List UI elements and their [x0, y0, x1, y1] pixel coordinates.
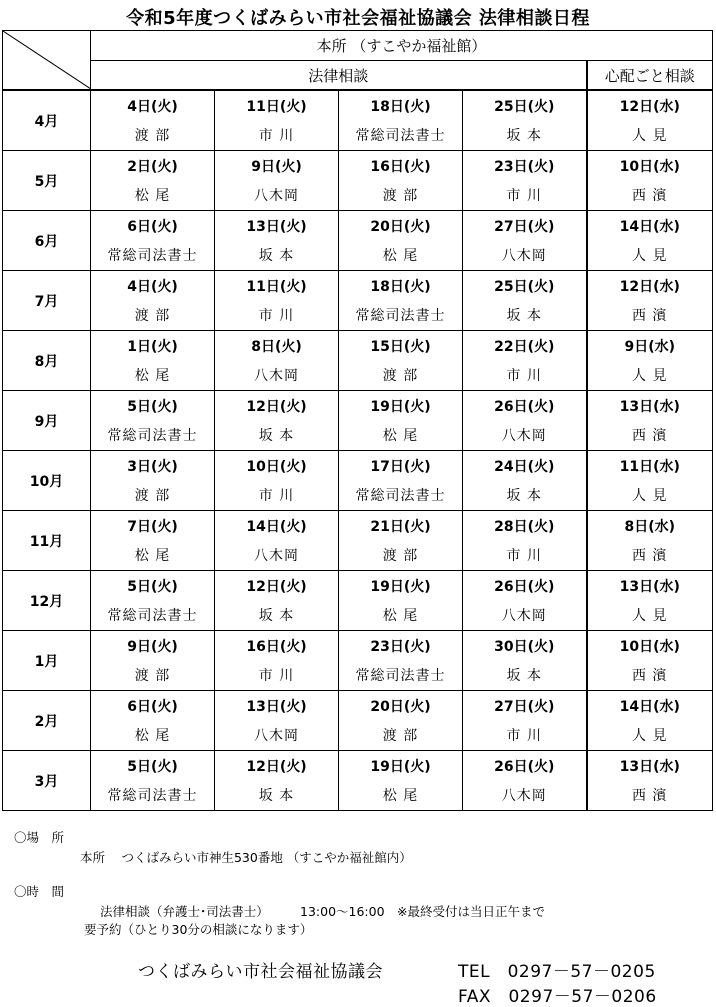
consultation-date: 26日(火): [494, 398, 555, 415]
legal-consultation-cell: [339, 331, 463, 391]
consultant-name: 常総司法書士: [107, 607, 198, 624]
worry-consultation-cell: [587, 211, 713, 271]
month-label: 6月: [3, 211, 91, 271]
legal-consultation-cell: [463, 751, 587, 811]
legal-consultation-cell: [339, 511, 463, 571]
consultant-name: 市 川: [258, 667, 295, 684]
legal-consultation-cell: [91, 691, 215, 751]
month-row: [3, 90, 713, 151]
legal-consultation-cell: [91, 751, 215, 811]
worry-consultation-cell: [587, 631, 713, 691]
worry-consultation-cell: [587, 331, 713, 391]
consultant-name: 人 見: [632, 247, 668, 264]
legal-consultation-cell: [463, 211, 587, 271]
consultant-name: 常総司法書士: [107, 247, 198, 264]
consultation-date: 23日(火): [494, 158, 555, 175]
legal-consultation-cell: [463, 451, 587, 511]
consultation-date: 21日(火): [370, 518, 431, 535]
consultation-date: 19日(火): [370, 398, 431, 415]
legal-consultation-cell: [91, 571, 215, 631]
consultant-name: 坂 本: [506, 307, 542, 324]
month-label: 2月: [3, 691, 91, 751]
worry-consultation-cell: [587, 451, 713, 511]
consultant-name: 坂 本: [258, 247, 295, 264]
consultation-date: 16日(火): [246, 638, 307, 655]
legal-consultation-cell: [215, 631, 339, 691]
legal-consultation-cell: [215, 211, 339, 271]
month-label: 4月: [3, 90, 91, 151]
legal-consultation-cell: [463, 391, 587, 451]
consultation-date: 19日(火): [370, 578, 431, 595]
consultant-name: 八木岡: [254, 727, 299, 744]
consultant-name: 松 尾: [134, 727, 171, 744]
consultation-date: 22日(火): [494, 338, 555, 355]
legal-consultation-cell: [91, 451, 215, 511]
footer-fax: FAX 0297－57－0206: [458, 987, 657, 1007]
consultant-name: 渡 部: [382, 727, 419, 744]
consultant-name: 常総司法書士: [107, 787, 198, 804]
consultation-date: 19日(火): [370, 758, 431, 775]
consultation-date: 12日(水): [619, 98, 680, 115]
consultant-name: 常総司法書士: [355, 487, 446, 504]
worry-consultation-cell: [587, 511, 713, 571]
consultant-name: 坂 本: [258, 607, 295, 624]
consultation-date: 3日(火): [127, 458, 178, 475]
legal-consultation-cell: [339, 211, 463, 271]
worry-consultation-cell: [587, 391, 713, 451]
consultation-date: 26日(火): [494, 758, 555, 775]
worry-consultation-cell: [587, 751, 713, 811]
consultant-name: 八木岡: [501, 787, 547, 804]
legal-consultation-cell: [91, 511, 215, 571]
month-row: [3, 511, 713, 571]
consultant-name: 八木岡: [501, 247, 547, 264]
consultant-name: 八木岡: [254, 187, 299, 204]
legal-consultation-cell: [91, 631, 215, 691]
consultation-date: 2日(火): [127, 158, 178, 175]
consultant-name: 松 尾: [134, 547, 171, 564]
legal-consultation-cell: [463, 331, 587, 391]
consultation-date: 4日(火): [127, 98, 178, 115]
consultant-name: 人 見: [632, 367, 668, 384]
consultant-name: 坂 本: [506, 127, 542, 144]
worry-consultation-cell: [587, 90, 713, 151]
consultant-name: 坂 本: [506, 487, 542, 504]
consultation-date: 4日(火): [127, 278, 178, 295]
footer-org: つくばみらい市社会福祉協議会: [138, 962, 383, 982]
legal-consultation-cell: [339, 151, 463, 211]
legal-consultation-cell: [339, 271, 463, 331]
consultant-name: 八木岡: [501, 427, 547, 444]
corner-cell: [3, 31, 91, 91]
consultation-date: 11日(水): [619, 458, 680, 475]
consultation-date: 13日(水): [619, 758, 680, 775]
consultant-name: 八木岡: [501, 607, 547, 624]
consultation-date: 7日(火): [127, 518, 178, 535]
consultation-date: 16日(火): [370, 158, 431, 175]
consultant-name: 坂 本: [258, 787, 295, 804]
legal-consultation-cell: [463, 511, 587, 571]
consultation-date: 8日(火): [251, 338, 302, 355]
consultant-name: 人 見: [632, 127, 668, 144]
worry-consultation-cell: [587, 151, 713, 211]
month-row: [3, 571, 713, 631]
consultation-date: 5日(火): [127, 578, 178, 595]
legal-consultation-cell: [463, 691, 587, 751]
consultant-name: 市 川: [258, 487, 295, 504]
legal-consultation-cell: [339, 90, 463, 151]
legal-consultation-cell: [215, 691, 339, 751]
consultant-name: 市 川: [506, 727, 542, 744]
legal-consultation-cell: [463, 151, 587, 211]
consultant-name: 市 川: [258, 307, 295, 324]
consultation-date: 6日(火): [127, 218, 178, 235]
month-row: [3, 391, 713, 451]
consultant-name: 西 濱: [632, 667, 668, 684]
legal-consultation-cell: [215, 90, 339, 151]
consultant-name: 松 尾: [382, 247, 419, 264]
legal-consultation-cell: [215, 391, 339, 451]
consultation-date: 13日(水): [619, 578, 680, 595]
legal-consultation-cell: [339, 631, 463, 691]
legal-consultation-cell: [339, 391, 463, 451]
consultation-date: 12日(水): [619, 278, 680, 295]
consultation-date: 13日(火): [246, 698, 307, 715]
consultation-date: 5日(火): [127, 758, 178, 775]
legal-consultation-header: 法律相談: [91, 61, 587, 91]
month-label: 9月: [3, 391, 91, 451]
legal-consultation-cell: [339, 751, 463, 811]
consultant-name: 渡 部: [134, 667, 171, 684]
month-label: 12月: [3, 571, 91, 631]
legal-consultation-cell: [463, 271, 587, 331]
month-label: 1月: [3, 631, 91, 691]
legal-consultation-cell: [91, 211, 215, 271]
consultant-name: 西 濱: [632, 787, 668, 804]
consultant-name: 人 見: [632, 607, 668, 624]
consultation-date: 13日(水): [619, 398, 680, 415]
consultation-date: 14日(水): [619, 698, 680, 715]
consultation-date: 11日(火): [246, 98, 307, 115]
legal-consultation-cell: [91, 271, 215, 331]
legal-consultation-cell: [215, 511, 339, 571]
consultant-name: 西 濱: [632, 547, 668, 564]
consultant-name: 松 尾: [382, 427, 419, 444]
consultant-name: 常総司法書士: [355, 307, 446, 324]
consultant-name: 松 尾: [382, 787, 419, 804]
month-row: [3, 331, 713, 391]
consultation-date: 18日(火): [370, 98, 431, 115]
time-heading: 〇時 間: [14, 884, 65, 899]
month-row: [3, 151, 713, 211]
legal-consultation-cell: [91, 391, 215, 451]
consultant-name: 西 濱: [632, 427, 668, 444]
consultation-date: 30日(火): [494, 638, 555, 655]
consultant-name: 市 川: [506, 367, 542, 384]
place-detail: 本所 つくばみらい市神生530番地 （すこやか福祉館内）: [80, 850, 412, 865]
consultation-date: 8日(水): [624, 518, 676, 535]
consultant-name: 松 尾: [382, 607, 419, 624]
legal-consultation-cell: [215, 451, 339, 511]
consultation-date: 12日(火): [246, 578, 307, 595]
consultant-name: 渡 部: [382, 367, 419, 384]
legal-consultation-cell: [215, 151, 339, 211]
page-title: 令和5年度つくばみらい市社会福祉協議会 法律相談日程: [126, 8, 590, 29]
venue-header: 本所 （すこやか福祉館）: [91, 31, 713, 61]
month-row: [3, 691, 713, 751]
month-label: 8月: [3, 331, 91, 391]
footer-tel: TEL 0297－57－0205: [458, 962, 656, 982]
consultant-name: 常総司法書士: [355, 127, 446, 144]
consultation-date: 14日(水): [619, 218, 680, 235]
consultation-date: 28日(火): [494, 518, 555, 535]
month-label: 10月: [3, 451, 91, 511]
consultant-name: 松 尾: [134, 187, 171, 204]
consultation-date: 26日(火): [494, 578, 555, 595]
consultant-name: 坂 本: [506, 667, 542, 684]
diagonal-line: [3, 31, 91, 89]
consultation-date: 20日(火): [370, 218, 431, 235]
legal-consultation-cell: [463, 571, 587, 631]
consultation-date: 27日(火): [494, 698, 555, 715]
consultation-date: 24日(火): [494, 458, 555, 475]
consultation-date: 10日(火): [246, 458, 307, 475]
legal-consultation-cell: [91, 331, 215, 391]
consultant-name: 坂 本: [258, 427, 295, 444]
consultant-name: 西 濱: [632, 187, 668, 204]
consultation-date: 14日(火): [246, 518, 307, 535]
legal-consultation-cell: [463, 631, 587, 691]
month-row: [3, 271, 713, 331]
worry-consultation-header: 心配ごと相談: [587, 61, 713, 91]
consultant-name: 渡 部: [134, 127, 171, 144]
consultant-name: 西 濱: [632, 307, 668, 324]
consultation-date: 9日(水): [624, 338, 676, 355]
consultant-name: 常総司法書士: [107, 427, 198, 444]
consultant-name: 渡 部: [382, 187, 419, 204]
legal-consultation-cell: [339, 451, 463, 511]
reservation-note: 要予約（ひとり30分の相談になります）: [84, 922, 313, 937]
place-heading: 〇場 所: [14, 830, 65, 845]
consultation-date: 11日(火): [246, 278, 307, 295]
worry-consultation-cell: [587, 571, 713, 631]
consultation-date: 5日(火): [127, 398, 178, 415]
consultant-name: 渡 部: [382, 547, 419, 564]
legal-consultation-cell: [91, 90, 215, 151]
consultant-name: 八木岡: [254, 547, 299, 564]
consultation-date: 23日(火): [370, 638, 431, 655]
consultation-date: 9日(火): [127, 638, 178, 655]
consultation-date: 12日(火): [246, 758, 307, 775]
consultant-name: 渡 部: [134, 487, 171, 504]
consultation-date: 15日(火): [370, 338, 431, 355]
worry-consultation-cell: [587, 271, 713, 331]
consultation-date: 25日(火): [494, 98, 555, 115]
month-label: 11月: [3, 511, 91, 571]
month-row: [3, 631, 713, 691]
consultation-date: 6日(火): [127, 698, 178, 715]
legal-consultation-cell: [215, 271, 339, 331]
month-row: [3, 751, 713, 811]
legal-consultation-cell: [215, 751, 339, 811]
time-detail: 法律相談（弁護士･司法書士） 13:00～16:00 ※最終受付は当日正午まで: [100, 904, 546, 919]
consultation-date: 25日(火): [494, 278, 555, 295]
consultant-name: 人 見: [632, 727, 668, 744]
consultation-date: 27日(火): [494, 218, 555, 235]
legal-consultation-cell: [339, 691, 463, 751]
consultation-date: 1日(火): [127, 338, 178, 355]
consultation-date: 12日(火): [246, 398, 307, 415]
consultant-name: 八木岡: [254, 367, 299, 384]
consultation-date: 17日(火): [370, 458, 431, 475]
schedule-table: [2, 30, 713, 811]
consultation-date: 18日(火): [370, 278, 431, 295]
consultant-name: 人 見: [632, 487, 668, 504]
legal-consultation-cell: [215, 331, 339, 391]
consultant-name: 市 川: [258, 127, 295, 144]
month-row: [3, 211, 713, 271]
month-label: 3月: [3, 751, 91, 811]
worry-consultation-cell: [587, 691, 713, 751]
legal-consultation-cell: [339, 571, 463, 631]
consultant-name: 市 川: [506, 187, 542, 204]
month-label: 5月: [3, 151, 91, 211]
consultation-date: 9日(火): [251, 158, 302, 175]
consultant-name: 松 尾: [134, 367, 171, 384]
consultation-date: 10日(水): [619, 638, 680, 655]
legal-consultation-cell: [463, 90, 587, 151]
consultant-name: 市 川: [506, 547, 542, 564]
consultant-name: 渡 部: [134, 307, 171, 324]
month-row: [3, 451, 713, 511]
consultation-date: 20日(火): [370, 698, 431, 715]
legal-consultation-cell: [215, 571, 339, 631]
consultant-name: 常総司法書士: [355, 667, 446, 684]
consultation-date: 10日(水): [619, 158, 680, 175]
month-label: 7月: [3, 271, 91, 331]
consultation-date: 13日(火): [246, 218, 307, 235]
legal-consultation-cell: [91, 151, 215, 211]
